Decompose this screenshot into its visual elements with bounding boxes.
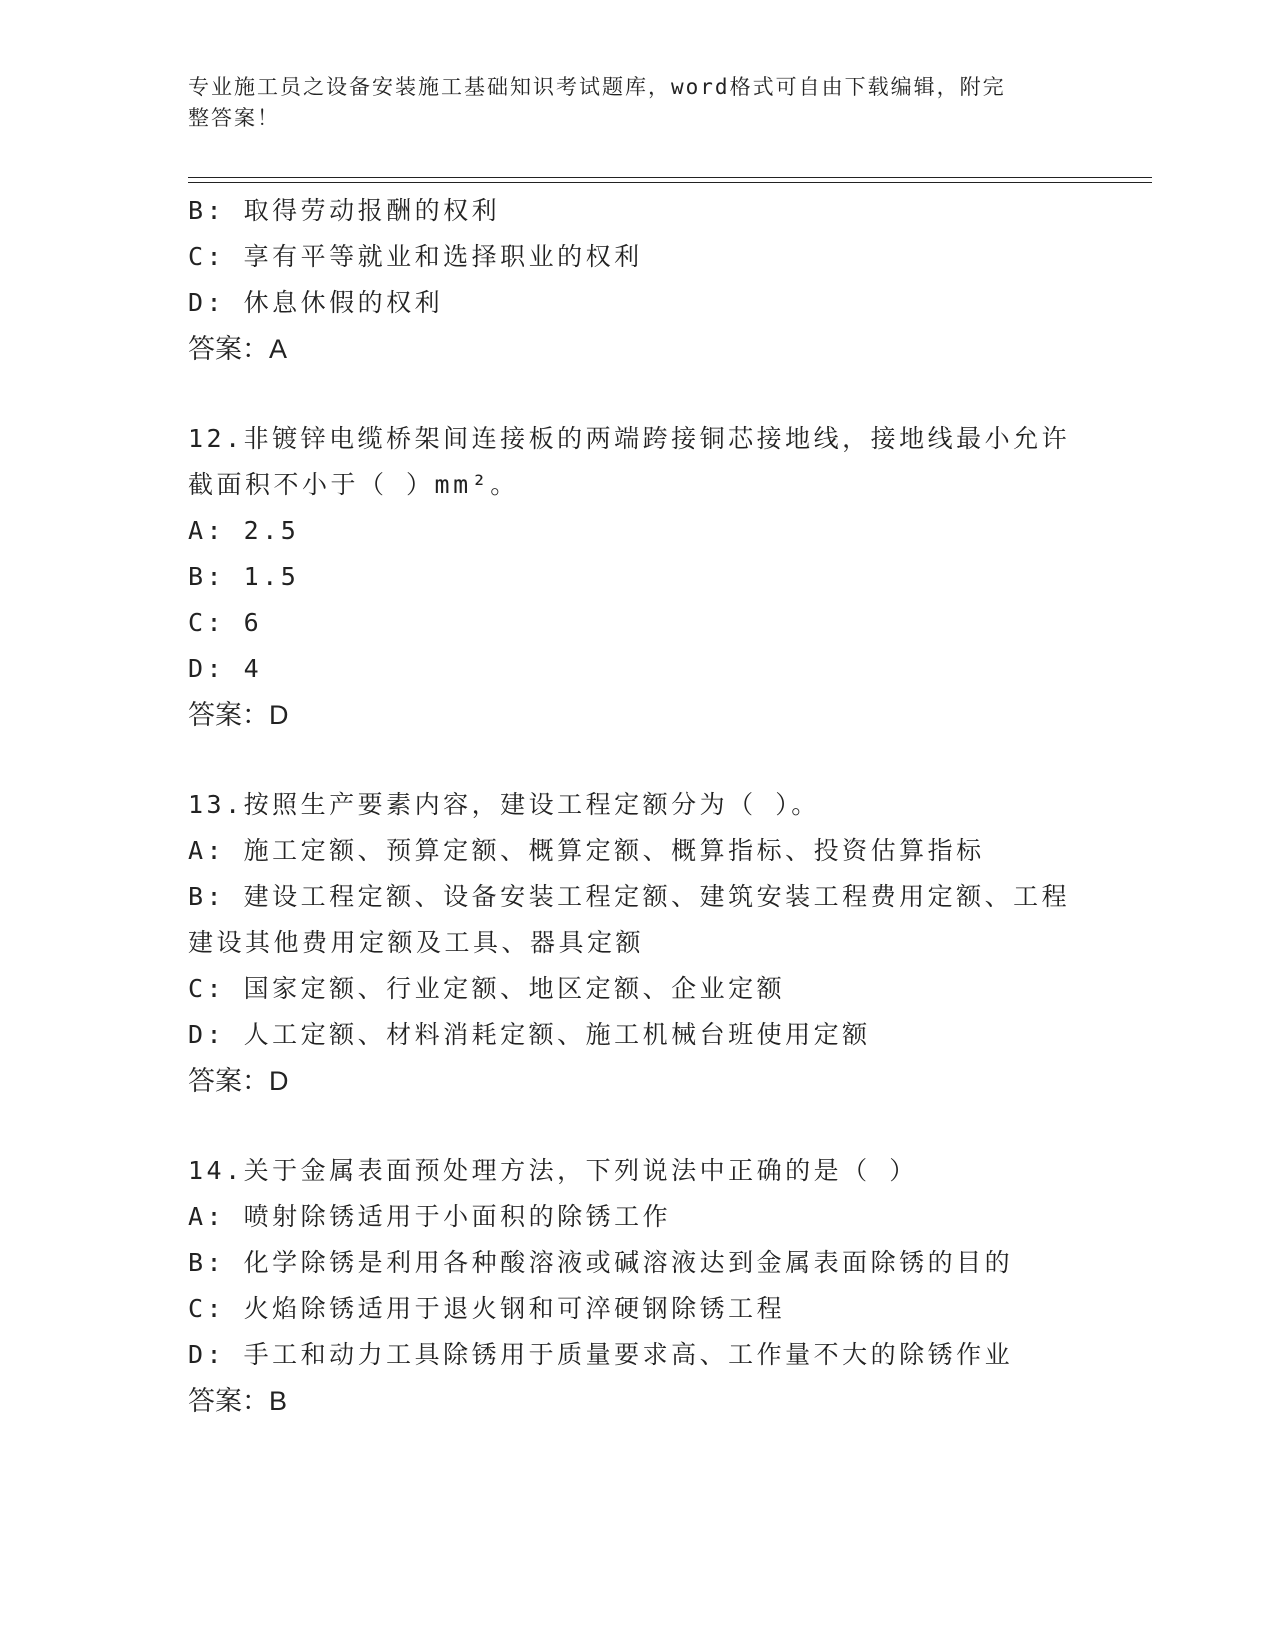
q13-option-b-line-2: 建设其他费用定额及工具、器具定额 (188, 928, 645, 957)
spacer (188, 372, 1118, 416)
q13-option-d: D: 人工定额、材料消耗定额、施工机械台班使用定额 (188, 1020, 871, 1049)
q14-option-d: D: 手工和动力工具除锈用于质量要求高、工作量不大的除锈作业 (188, 1340, 1014, 1369)
spacer (188, 1104, 1118, 1148)
q14-option-a: A: 喷射除锈适用于小面积的除锈工作 (188, 1202, 672, 1231)
q12-option-b: B: 1.5 (188, 562, 300, 591)
q12-answer: 答案：D (188, 700, 289, 730)
question-12 (188, 416, 1118, 738)
document-header (188, 72, 1088, 134)
spacer (188, 738, 1118, 782)
q13-option-b-line-1: B: 建设工程定额、设备安装工程定额、建筑安装工程费用定额、工程 (188, 882, 1071, 911)
header-line-2: 整答案！ (188, 106, 280, 130)
q13-option-a: A: 施工定额、预算定额、概算定额、概算指标、投资估算指标 (188, 836, 985, 865)
q12-stem-line-2: 截面积不小于（ ）mm²。 (188, 470, 519, 499)
q12-stem-line-1: 12.非镀锌电缆桥架间连接板的两端跨接铜芯接地线，接地线最小允许 (188, 424, 1071, 453)
q12-option-d: D: 4 (188, 654, 263, 683)
header-divider-bottom (188, 182, 1152, 183)
header-divider-top (188, 177, 1152, 178)
q11-option-b: B: 取得劳动报酬的权利 (188, 196, 501, 225)
header-line-1: 专业施工员之设备安装施工基础知识考试题库，word格式可自由下载编辑，附完 (188, 75, 1006, 99)
q12-option-a: A: 2.5 (188, 516, 300, 545)
q14-answer: 答案：B (188, 1386, 288, 1416)
q14-option-b: B: 化学除锈是利用各种酸溶液或碱溶液达到金属表面除锈的目的 (188, 1248, 1014, 1277)
q13-stem: 13.按照生产要素内容，建设工程定额分为（ ）。 (188, 790, 820, 819)
q13-answer: 答案：D (188, 1066, 289, 1096)
q11-answer: 答案：A (188, 334, 288, 364)
q14-option-c: C: 火焰除锈适用于退火钢和可淬硬钢除锈工程 (188, 1294, 786, 1323)
question-13 (188, 782, 1118, 1104)
question-14 (188, 1148, 1118, 1424)
q11-option-c: C: 享有平等就业和选择职业的权利 (188, 242, 643, 271)
question-list (188, 188, 1118, 1424)
question-11-tail (188, 188, 1118, 372)
q13-option-c: C: 国家定额、行业定额、地区定额、企业定额 (188, 974, 786, 1003)
q12-option-c: C: 6 (188, 608, 263, 637)
q11-option-d: D: 休息休假的权利 (188, 288, 444, 317)
q14-stem: 14.关于金属表面预处理方法，下列说法中正确的是（ ） (188, 1156, 918, 1185)
